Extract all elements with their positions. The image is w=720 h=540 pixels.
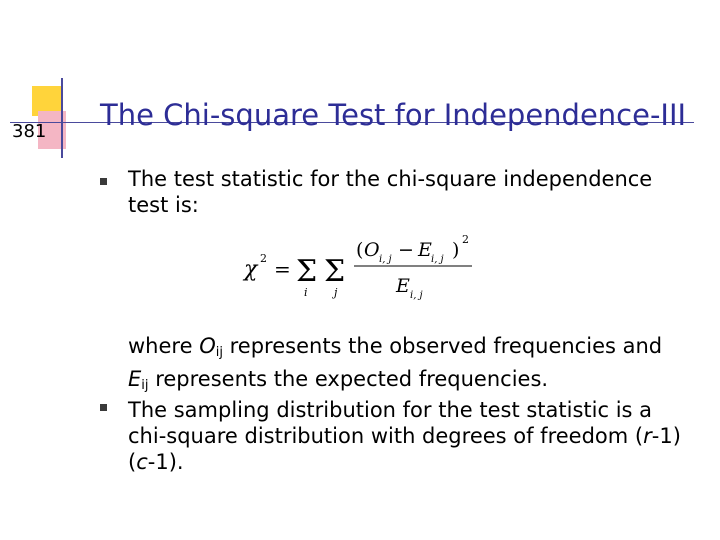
expected-symbol: E [128, 367, 142, 391]
chi-power: 2 [260, 252, 267, 265]
numerator-o: O [364, 239, 380, 261]
numerator-e-sub: i, j [431, 254, 444, 265]
dof-mid: -1)( [128, 424, 681, 474]
equals-sign: = [274, 257, 291, 281]
sum-i-index: i [304, 286, 308, 299]
explanation-text [128, 333, 688, 399]
slide-title: The Chi-square Test for Independence-III [100, 98, 687, 132]
bullet-1-text: The test statistic for the chi-square independence test is: [128, 167, 653, 217]
sum-j: Σ [324, 254, 346, 289]
bullet-marker-1 [100, 178, 107, 185]
bullet-marker-2 [100, 404, 107, 411]
numerator-open: ( [356, 239, 364, 261]
sum-i: Σ [296, 254, 318, 289]
dof-r: r [643, 424, 652, 448]
dof-suffix: -1). [147, 450, 184, 474]
numerator-o-sub: i, j [379, 254, 392, 265]
denominator-e-sub: i, j [410, 290, 423, 301]
dof-c: c [136, 450, 148, 474]
numerator-e: E [418, 239, 432, 261]
expected-subscript: ij [141, 378, 149, 393]
observed-subscript: ij [215, 345, 223, 360]
observed-symbol: O [199, 334, 216, 358]
dof-prefix: The sampling distribution for the test statistic is a chi-square distribution with degrees of freedom ( [128, 398, 653, 448]
numerator-minus: − [398, 239, 414, 261]
where-label: where [128, 334, 200, 358]
denominator-e: E [396, 275, 410, 297]
chi-symbol: χ [244, 257, 258, 282]
observed-text: represents the observed frequencies and [222, 334, 663, 358]
bullet-2-text [128, 397, 688, 475]
numerator-power: 2 [462, 233, 469, 246]
expected-text: represents the expected frequencies. [148, 367, 549, 391]
chi-square-formula [238, 232, 478, 304]
numerator-close: ) [452, 239, 460, 261]
sum-j-index: j [334, 286, 338, 299]
decor-vertical-line [61, 78, 63, 158]
slide-number: 381 [12, 121, 47, 142]
